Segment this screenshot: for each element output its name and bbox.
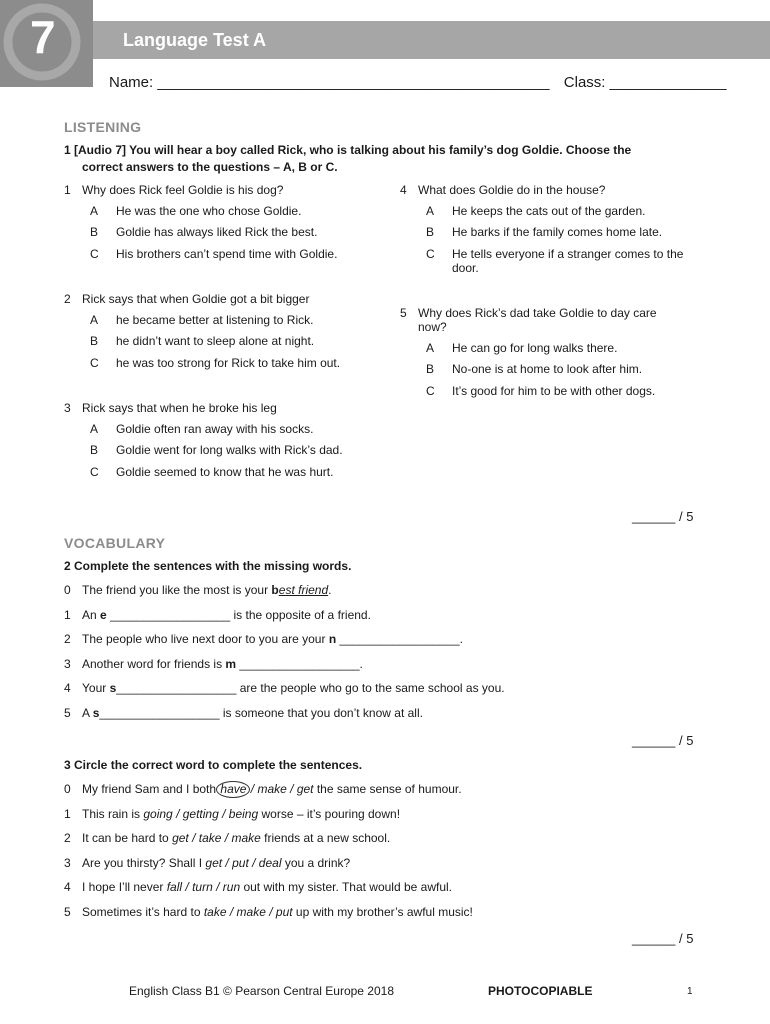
sentence-end: up with my brother’s awful music! xyxy=(292,905,473,919)
option-text: he didn’t want to sleep alone at night. xyxy=(116,334,315,348)
sentence-start: Your xyxy=(82,681,110,696)
option-letter: A xyxy=(90,422,99,436)
word-choice[interactable]: put xyxy=(275,905,293,919)
option-letter: A xyxy=(426,204,435,218)
circle-item-number: 5 xyxy=(64,905,71,919)
vocab-sentence xyxy=(82,583,331,598)
test-title: Language Test A xyxy=(123,30,267,50)
listening-instruction-line1: 1 [Audio 7] You will hear a boy called Rick, who is talking about his family’s dog Goldie. Choose the xyxy=(64,143,632,157)
sentence-end: . xyxy=(359,656,363,671)
sentence-start: The friend you like the most is your xyxy=(82,583,272,597)
choice-separator: / xyxy=(265,905,276,919)
question-text: What does Goldie do in the house? xyxy=(418,183,606,197)
word-choice[interactable]: going xyxy=(143,806,173,821)
sentence-end: . xyxy=(459,632,463,647)
first-letter-hint: s xyxy=(92,706,100,720)
sentence-start: I hope I’ll never xyxy=(82,880,167,895)
vocab-item-number: 0 xyxy=(64,583,71,597)
sentence-start: A xyxy=(82,706,93,720)
question-number: 1 xyxy=(64,183,71,197)
vocab-item-number: 3 xyxy=(64,656,71,671)
sentence-start: My friend Sam and I both xyxy=(82,782,220,796)
option-letter: A xyxy=(90,204,99,218)
circle-sentence xyxy=(82,880,452,895)
answer-option[interactable] xyxy=(426,384,696,414)
page-number: 1 xyxy=(687,986,693,997)
first-letter-hint: b xyxy=(271,583,279,597)
circle-score: ______ / 5 xyxy=(632,931,694,946)
option-text: His brothers can’t spend time with Goldie. xyxy=(116,247,338,261)
header-bar xyxy=(93,21,770,59)
word-choice[interactable]: get xyxy=(296,782,314,796)
question-text: Rick says that when Goldie got a bit bigger xyxy=(82,292,310,306)
question-text-continued: now? xyxy=(418,320,447,334)
option-text-continued: door. xyxy=(452,261,479,275)
word-choice[interactable]: make xyxy=(236,905,266,919)
circle-sentence xyxy=(82,782,462,797)
choice-separator: / xyxy=(188,831,199,846)
option-letter: B xyxy=(90,443,99,457)
word-choice[interactable]: turn xyxy=(192,880,213,895)
sentence-end: is someone that you don’t know at all. xyxy=(222,706,423,720)
word-choice[interactable]: run xyxy=(222,880,241,895)
option-text: No-one is at home to look after him. xyxy=(452,362,643,376)
circle-sentence xyxy=(82,856,350,871)
word-choice[interactable]: put xyxy=(232,855,249,870)
option-text: Goldie has always liked Rick the best. xyxy=(116,225,318,239)
unit-badge xyxy=(0,0,93,87)
option-text: He was the one who chose Goldie. xyxy=(116,204,302,218)
choice-separator: / xyxy=(222,855,233,870)
word-choice[interactable]: deal xyxy=(258,855,282,870)
word-choice[interactable]: get xyxy=(172,831,189,846)
sentence-end: the same sense of humour. xyxy=(313,782,462,796)
vocab-item-number: 2 xyxy=(64,632,71,647)
question-text: Rick says that when he broke his leg xyxy=(82,401,277,415)
option-text: he was too strong for Rick to take him out. xyxy=(116,356,341,370)
vocab-item-number: 5 xyxy=(64,706,71,720)
circle-instruction: 3 Circle the correct word to complete the sentences. xyxy=(64,758,363,772)
word-choice[interactable]: take xyxy=(203,905,227,919)
circle-item-number: 4 xyxy=(64,880,71,895)
option-text: He keeps the cats out of the garden. xyxy=(452,204,646,218)
option-text: It’s good for him to be with other dogs. xyxy=(452,384,656,398)
class-field[interactable]: Class: ______________ xyxy=(563,74,727,91)
question-text: Why does Rick’s dad take Goldie to day care xyxy=(418,306,657,320)
name-field[interactable]: Name: _______________________________________________ xyxy=(109,74,550,91)
choice-separator: / xyxy=(286,782,297,796)
option-text: Goldie went for long walks with Rick’s dad. xyxy=(116,443,343,457)
option-text: Goldie often ran away with his socks. xyxy=(116,422,314,436)
choice-separator: / xyxy=(226,905,237,919)
sentence-start: An xyxy=(82,607,101,622)
sentence-start: Another word for friends is xyxy=(82,656,226,671)
first-letter-hint: e xyxy=(100,607,107,622)
word-choice[interactable]: getting xyxy=(182,806,219,821)
sentence-end: friends at a new school. xyxy=(260,831,391,846)
choice-separator: / xyxy=(212,880,223,895)
first-letter-hint: m xyxy=(225,656,237,671)
sentence-end: . xyxy=(328,583,332,597)
example-answer: est friend xyxy=(278,583,329,597)
unit-number: 7 xyxy=(30,11,56,63)
footer-photocopiable: PHOTOCOPIABLE xyxy=(488,984,593,998)
word-choice[interactable]: being xyxy=(228,806,259,821)
sentence-end: are the people who go to the same school as you. xyxy=(239,681,505,696)
word-choice[interactable]: fall xyxy=(166,880,183,895)
word-choice[interactable]: take xyxy=(198,831,222,846)
question-number: 3 xyxy=(64,401,71,415)
listening-instruction-line2: correct answers to the questions – A, B or C. xyxy=(82,160,338,174)
word-choice[interactable]: make xyxy=(231,831,261,846)
vocab-item-number: 1 xyxy=(64,607,71,622)
answer-blank[interactable]: __________________ xyxy=(336,632,460,647)
vocab-sentence xyxy=(82,706,423,721)
name-class-line xyxy=(109,74,726,91)
word-choice[interactable]: get xyxy=(205,855,223,870)
answer-option[interactable] xyxy=(90,247,360,277)
sentence-end: you a drink? xyxy=(281,855,351,870)
choice-separator: / xyxy=(218,806,229,821)
question-number: 2 xyxy=(64,292,71,306)
first-letter-hint: s xyxy=(109,681,117,696)
answer-blank[interactable]: __________________ xyxy=(99,706,223,720)
option-text: He tells everyone if a stranger comes to the xyxy=(452,247,684,261)
sentence-start: Sometimes it’s hard to xyxy=(82,905,204,919)
circle-sentence xyxy=(82,905,473,920)
option-letter: A xyxy=(426,341,435,355)
footer-copyright: English Class B1 © Pearson Central Europe 2018 xyxy=(129,984,394,998)
vocab-sentence xyxy=(82,657,363,672)
option-letter: B xyxy=(90,225,99,239)
answer-blank[interactable]: __________________ xyxy=(236,656,360,671)
option-letter: C xyxy=(90,465,99,479)
circle-item-number: 3 xyxy=(64,855,71,870)
word-choice[interactable]: make xyxy=(257,782,287,796)
vocab-sentence xyxy=(82,632,463,647)
option-text: He barks if the family comes home late. xyxy=(452,225,663,239)
sentence-end: out with my sister. That would be awful. xyxy=(240,880,452,895)
sentence-start: The people who live next door to you are your xyxy=(82,632,329,647)
option-letter: C xyxy=(426,247,435,261)
answer-option[interactable] xyxy=(90,465,360,495)
sentence-end: is the opposite of a friend. xyxy=(233,607,371,622)
sentence-end: worse – it’s pouring down! xyxy=(258,806,401,821)
option-letter: B xyxy=(426,225,435,239)
circle-item-number: 1 xyxy=(64,806,71,821)
circle-item-number: 2 xyxy=(64,831,71,846)
sentence-start: Are you thirsty? Shall I xyxy=(82,855,206,870)
option-letter: C xyxy=(426,384,435,398)
sentence-start: It can be hard to xyxy=(82,831,173,846)
choice-separator: / xyxy=(221,831,232,846)
vocabulary-score: ______ / 5 xyxy=(632,733,694,748)
vocab-sentence xyxy=(82,681,505,696)
answer-blank[interactable]: __________________ xyxy=(106,607,234,622)
option-text: Goldie seemed to know that he was hurt. xyxy=(116,465,334,479)
listening-score: ______ / 5 xyxy=(632,509,694,524)
choice-separator: / xyxy=(182,880,193,895)
circle-sentence xyxy=(82,831,390,846)
listening-heading: LISTENING xyxy=(64,119,142,135)
option-text: he became better at listening to Rick. xyxy=(116,313,314,327)
sentence-start: This rain is xyxy=(82,806,144,821)
circle-item-number: 0 xyxy=(64,782,71,796)
answer-option[interactable] xyxy=(426,247,696,277)
option-letter: B xyxy=(90,334,99,348)
choice-separator: / xyxy=(248,855,259,870)
question-number: 4 xyxy=(400,183,407,197)
word-choice[interactable]: have xyxy=(216,781,250,798)
option-letter: C xyxy=(90,247,99,261)
option-text: He can go for long walks there. xyxy=(452,341,618,355)
question-text: Why does Rick feel Goldie is his dog? xyxy=(82,183,284,197)
vocab-item-number: 4 xyxy=(64,681,71,696)
vocabulary-heading: VOCABULARY xyxy=(64,535,166,551)
vocabulary-instruction: 2 Complete the sentences with the missing words. xyxy=(64,559,352,573)
choice-separator: / xyxy=(247,782,258,796)
option-letter: A xyxy=(90,313,99,327)
vocab-sentence xyxy=(82,608,371,623)
first-letter-hint: n xyxy=(328,632,337,647)
answer-blank[interactable]: __________________ xyxy=(116,681,240,696)
answer-option[interactable] xyxy=(90,356,360,386)
choice-separator: / xyxy=(172,806,183,821)
option-letter: B xyxy=(426,362,435,376)
question-number: 5 xyxy=(400,306,407,320)
option-letter: C xyxy=(90,356,99,370)
circle-sentence xyxy=(82,807,400,822)
